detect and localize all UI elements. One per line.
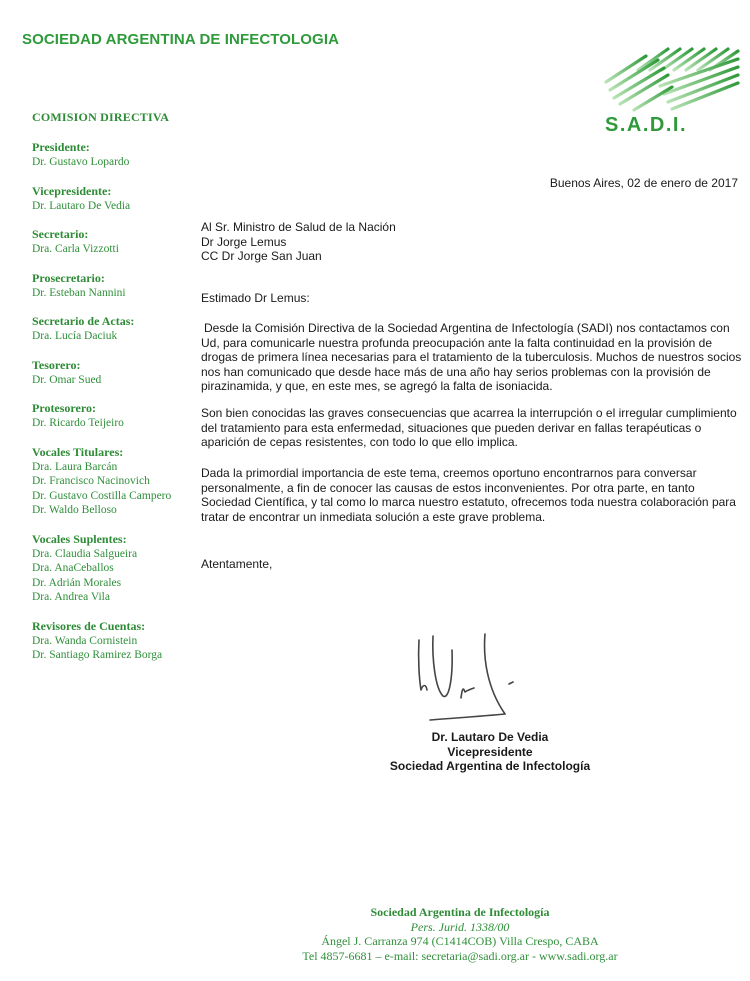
footer-contact: Tel 4857-6681 – e-mail: secretaria@sadi.org.ar - www.sadi.org.ar <box>302 948 618 963</box>
member-name: Dr. Gustavo Costilla Campero <box>32 489 172 502</box>
member-name: Dra. Lucía Daciuk <box>32 330 118 342</box>
recipient-block <box>201 220 396 264</box>
sidebar-group-prosecretario <box>32 271 197 301</box>
member-name: Dr. Waldo Belloso <box>32 504 117 516</box>
member-name: Dr. Esteban Nannini <box>32 286 126 299</box>
member-name: Dra. Andrea Vila <box>32 591 110 603</box>
role-label: Vocales Suplentes: <box>32 531 127 546</box>
role-label: Prosecretario: <box>32 270 105 285</box>
member-name: Dr. Adrián Morales <box>32 576 122 589</box>
role-label: Presidente: <box>32 140 90 154</box>
member-name: Dr. Gustavo Lopardo <box>32 156 130 168</box>
member-name: Dr. Ricardo Teijeiro <box>32 417 124 429</box>
recipient-line: Dr Jorge Lemus <box>201 234 287 249</box>
signer-name: Dr. Lautaro De Vedia <box>431 730 549 744</box>
signer-title: Vicepresidente <box>447 744 533 759</box>
role-label: Secretario de Actas: <box>32 314 135 328</box>
recipient-line: Al Sr. Ministro de Salud de la Nación <box>201 220 396 234</box>
closing: Atentamente, <box>201 557 273 571</box>
role-label: Vocales Titulares: <box>32 444 124 459</box>
sidebar-heading: COMISION DIRECTIVA <box>32 110 170 124</box>
sidebar-group-protesorero <box>32 401 197 431</box>
member-name: Dr. Francisco Nacinovich <box>32 475 150 487</box>
role-label: Tesorero: <box>32 357 81 372</box>
org-title: SOCIEDAD ARGENTINA DE INFECTOLOGIA <box>22 31 340 48</box>
role-label: Revisores de Cuentas: <box>32 618 146 633</box>
sidebar-group-vocales-titulares <box>32 445 197 518</box>
body-paragraph-1: Desde la Comisión Directiva de la Sociedad Argentina de Infectología (SADI) nos contactamos con Ud, para comunicarle nuestra profunda preocupación ante la falta continuidad en la provisión de drogas de primera línea necesarias para el tratamiento de la tuberculosis. Muchos de nuestros socios nos han comunicado que desde hace más de una año hay serios problemas con la provisión de pirazinamida, y que, en este mes, se agregó la falta de isoniacida. <box>201 321 742 394</box>
sidebar-group-tesorero <box>32 358 197 388</box>
body-paragraph-3: Dada la primordial importancia de este tema, creemos oportuno encontrarnos para conversar personalmente, a fin de conocer las causas de estos inconvenientes. Por otra parte, en tanto Sociedad Científica, y tal como lo marca nuestro estatuto, ofrecemos toda nuestra colaboración para tratar de encontrar un inmediata solución a este grave problema. <box>201 466 736 524</box>
signature-icon <box>405 628 525 724</box>
body-paragraph-2: Son bien conocidas las graves consecuencias que acarrea la interrupción o el irregular cumplimiento del tratamiento para esta enfermedad, situaciones que pueden derivar en fallas terapéuticas o aparición de cepas resistentes, con todo lo que ello implica. <box>201 406 737 450</box>
signer-block <box>340 730 640 774</box>
striped-logo-icon <box>598 42 743 114</box>
footer-organization: Sociedad Argentina de Infectología <box>370 905 550 919</box>
sadi-logo <box>598 42 743 140</box>
letterhead-footer <box>230 905 690 963</box>
member-name: Dra. Carla Vizzotti <box>32 243 119 255</box>
member-name: Dra. Claudia Salgueira <box>32 547 138 560</box>
role-label: Secretario: <box>32 227 89 241</box>
recipient-line: CC Dr Jorge San Juan <box>201 249 322 263</box>
member-name: Dra. AnaCeballos <box>32 562 114 574</box>
footer-registration: Pers. Jurid. 1338/00 <box>410 919 510 934</box>
role-label: Protesorero: <box>32 401 96 415</box>
handwritten-signature <box>405 628 525 724</box>
greeting: Estimado Dr Lemus: <box>201 291 310 305</box>
member-name: Dr. Omar Sued <box>32 373 102 386</box>
sidebar-group-secretario <box>32 227 197 257</box>
sidebar-group-vicepresidente <box>32 184 197 214</box>
sidebar-group-presidente <box>32 140 197 170</box>
role-label: Vicepresidente: <box>32 183 112 198</box>
signer-organization: Sociedad Argentina de Infectología <box>389 759 591 773</box>
member-name: Dr. Lautaro De Vedia <box>32 199 131 212</box>
sidebar-group-secretario-actas <box>32 314 197 344</box>
letter-date: Buenos Aires, 02 de enero de 2017 <box>549 176 738 190</box>
sidebar-group-vocales-suplentes <box>32 532 197 605</box>
member-name: Dra. Wanda Cornistein <box>32 634 138 647</box>
logo-text: S.A.D.I. <box>605 114 688 136</box>
footer-address: Ángel J. Carranza 974 (C1414COB) Villa Crespo, CABA <box>321 934 599 948</box>
directive-commission-sidebar <box>32 110 197 677</box>
member-name: Dra. Laura Barcán <box>32 460 118 473</box>
sidebar-group-revisores <box>32 619 197 663</box>
member-name: Dr. Santiago Ramirez Borga <box>32 649 163 661</box>
